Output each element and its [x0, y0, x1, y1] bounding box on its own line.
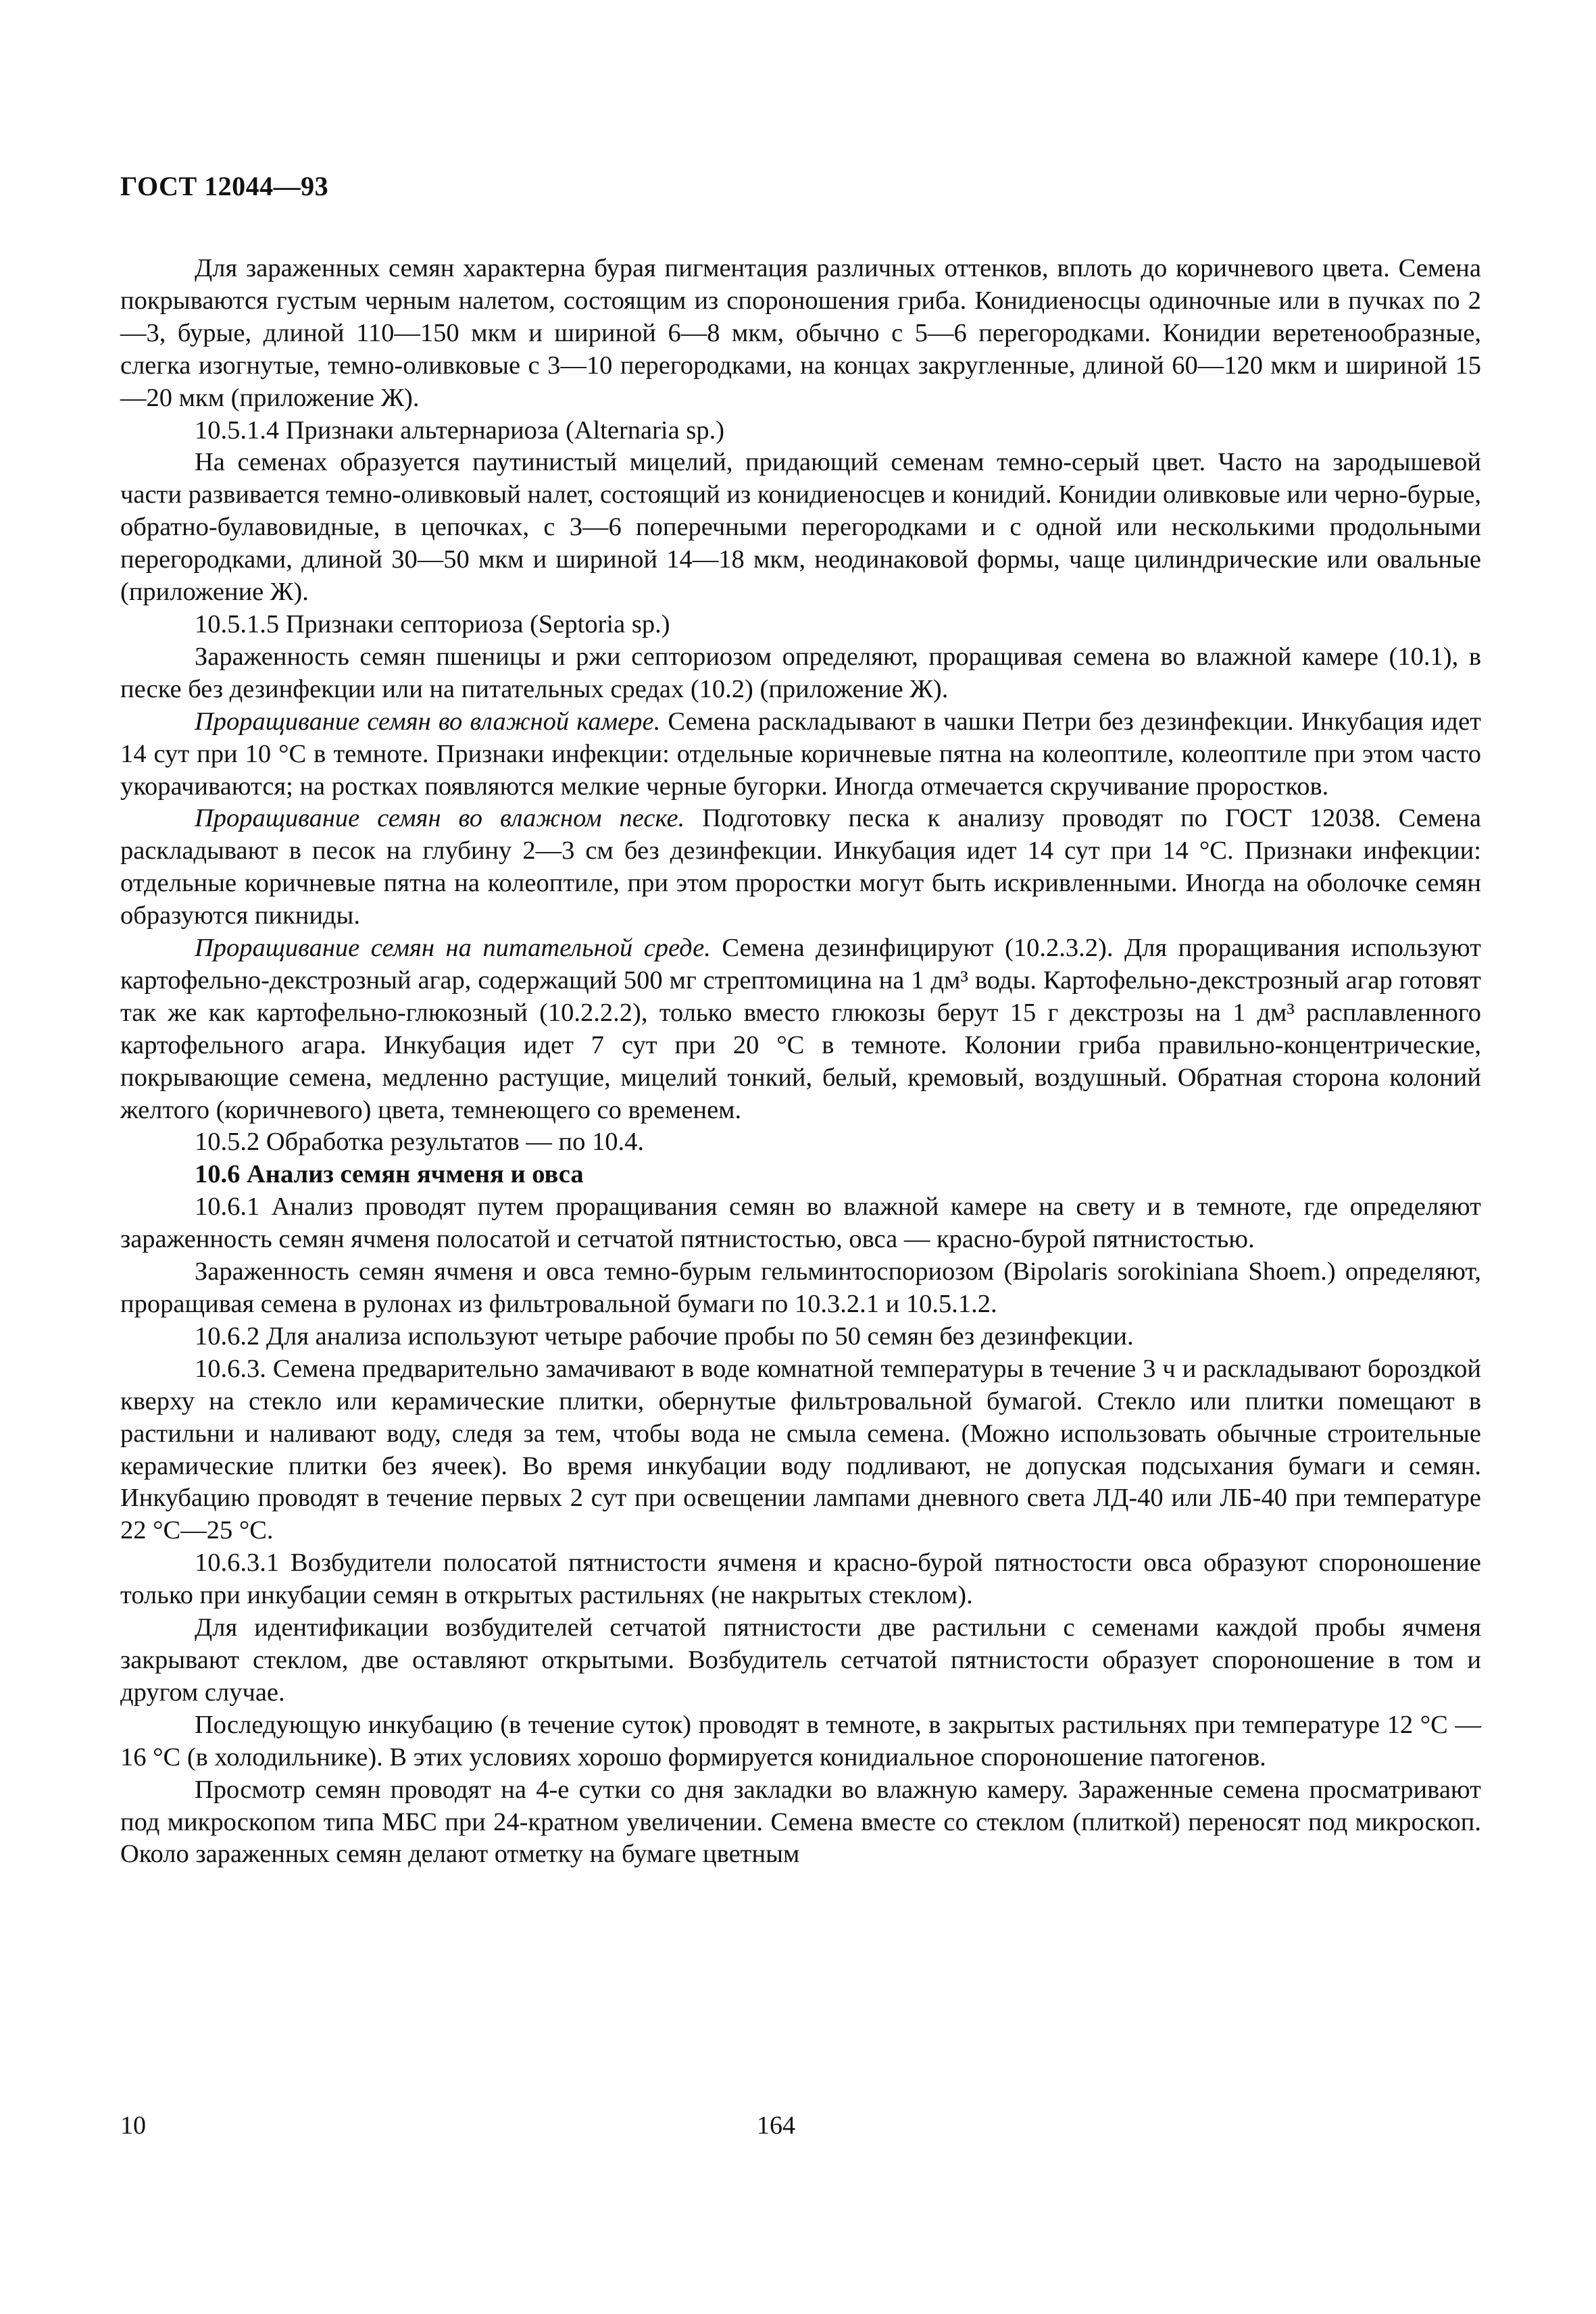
section-heading: 10.5.1.5 Признаки септориоза (Septoria sp.): [195, 609, 670, 638]
paragraph: [120, 932, 1481, 1126]
document-body: [120, 253, 1481, 1871]
paragraph-text: Подготовку песка к анализу проводят по ГОСТ 12038. Семена раскладывают в песок на глубину 2—3 см без дезинфекции. Инкубация идет 14 сут при 14 °С. Признаки инфекции: отдельные коричневые пятна на колеоптиле, при этом проростки могут быть искривленными. Иногда на оболочке семян образуются пикниды.: [120, 804, 1481, 930]
paragraph-text: Семена раскладывают в чашки Петри без дезинфекции. Инкубация идет 14 сут при 10 °С в темноте. Признаки инфекции: отдельные коричневые пятна на колеоптиле, колеоптиле при этом часто укорачиваются; на ростках появляются мелкие черные бугорки. Иногда отмечается скручивание проростков.: [120, 707, 1481, 801]
paragraph: 10.6.1 Анализ проводят путем проращивания семян во влажной камере на свету и в темноте, где определяют зараженность семян ячменя полосатой и сетчатой пятнистостью, овса — красно-бурой пятнистостью.: [120, 1192, 1481, 1254]
paragraph: Просмотр семян проводят на 4-е сутки со дня закладки во влажную камеру. Зараженные семена просматривают под микроскопом типа МБС при 24-кратном увеличении. Семена вместе со стеклом (плиткой) переносят под микроскоп. Около зараженных семян делают отметку на бумаге цветным: [120, 1775, 1481, 1869]
section-heading-bold: 10.6 Анализ семян ячменя и овса: [195, 1160, 584, 1189]
paragraph: [120, 803, 1481, 932]
page-number: 10: [120, 2111, 146, 2140]
paragraph: Для идентификации возбудителей сетчатой пятнистости две растильни с семенами каждой пробы ячменя закрывают стеклом, две оставляют открытыми. Возбудитель сетчатой пятнистости образует спороношение в том и другом случае.: [120, 1613, 1481, 1707]
section-heading: 10.5.1.4 Признаки альтернариоза (Alternaria sp.): [195, 416, 725, 445]
paragraph: 10.6.2 Для анализа используют четыре рабочие пробы по 50 семян без дезинфекции.: [195, 1322, 1134, 1351]
sheet-number: 164: [757, 2111, 795, 2140]
paragraph: [120, 706, 1481, 803]
document-header: ГОСТ 12044—93: [120, 171, 329, 201]
italic-lead: Проращивание семян на питательной среде.: [195, 934, 711, 963]
paragraph-text: Семена дезинфицируют (10.2.3.2). Для проращивания используют картофельно-декстрозный агар, содержащий 500 мг стрептомицина на 1 дм³ воды. Картофельно-декстрозный агар готовят так же как картофельно-глюкозный (10.2.2.2), только вместо глюкозы берут 15 г декстрозы на 1 дм³ расплавленного картофельного агара. Инкубация идет 7 сут при 20 °С в темноте. Колонии гриба правильно-концентрические, покрывающие семена, медленно растущие, мицелий тонкий, белый, кремовый, воздушный. Обратная сторона колоний желтого (коричневого) цвета, темнеющего со временем.: [120, 934, 1482, 1124]
paragraph: 10.6.3. Семена предварительно замачивают в воде комнатной температуры в течение 3 ч и раскладывают бороздкой кверху на стекло или керамические плитки, обернутые фильтровальной бумагой. Стекло или плитки помещают в растильни и наливают воду, следя за тем, чтобы вода не смыла семена. (Можно использовать обычные строительные керамические плитки без ячеек). Во время инкубации воду подливают, не допуская подсыхания бумаги и семян. Инкубацию проводят в течение первых 2 сут при освещении лампами дневного света ЛД-40 или ЛБ-40 при температуре 22 °С—25 °С.: [120, 1354, 1481, 1545]
italic-lead: Проращивание семян во влажном песке.: [195, 804, 685, 833]
italic-lead: Проращивание семян во влажной камере.: [195, 707, 661, 736]
paragraph: Последующую инкубацию (в течение суток) проводят в темноте, в закрытых растильнях при температуре 12 °С — 16 °С (в холодильнике). В этих условиях хорошо формируется конидиальное спороношение патогенов.: [120, 1710, 1481, 1771]
paragraph: 10.6.3.1 Возбудители полосатой пятнистости ячменя и красно-бурой пятностости овса образуют спороношение только при инкубации семян в открытых растильнях (не накрытых стеклом).: [120, 1549, 1481, 1610]
paragraph: 10.5.2 Обработка результатов — по 10.4.: [195, 1128, 645, 1157]
paragraph: Для зараженных семян характерна бурая пигментация различных оттенков, вплоть до коричневого цвета. Семена покрываются густым черным налетом, состоящим из спороношения гриба. Конидиеносцы одиночные или в пучках по 2—3, бурые, длиной 110—150 мкм и шириной 6—8 мкм, обычно с 5—6 перегородками. Конидии веретенообразные, слегка изогнутые, темно-оливковые с 3—10 перегородками, на концах закругленные, длиной 60—120 мкм и шириной 15—20 мкм (приложение Ж).: [120, 254, 1481, 412]
paragraph: Зараженность семян пшеницы и ржи септориозом определяют, проращивая семена во влажной камере (10.1), в песке без дезинфекции или на питательных средах (10.2) (приложение Ж).: [120, 642, 1481, 703]
paragraph: На семенах образуется паутинистый мицелий, придающий семенам темно-серый цвет. Часто на зародышевой части развивается темно-оливковый налет, состоящий из конидиеносцев и конидий. Конидии оливковые или черно-бурые, обратно-булавовидные, в цепочках, с 3—6 поперечными перегородками и с одной или несколькими продольными перегородками, длиной 30—50 мкм и шириной 14—18 мкм, неодинаковой формы, чаще цилиндрические или овальные (приложение Ж).: [120, 448, 1481, 607]
paragraph: Зараженность семян ячменя и овса темно-бурым гельминтоспориозом (Bipolaris sorokiniana Shoem.) определяют, проращивая семена в рулонах из фильтровальной бумаги по 10.3.2.1 и 10.5.1.2.: [120, 1257, 1481, 1318]
